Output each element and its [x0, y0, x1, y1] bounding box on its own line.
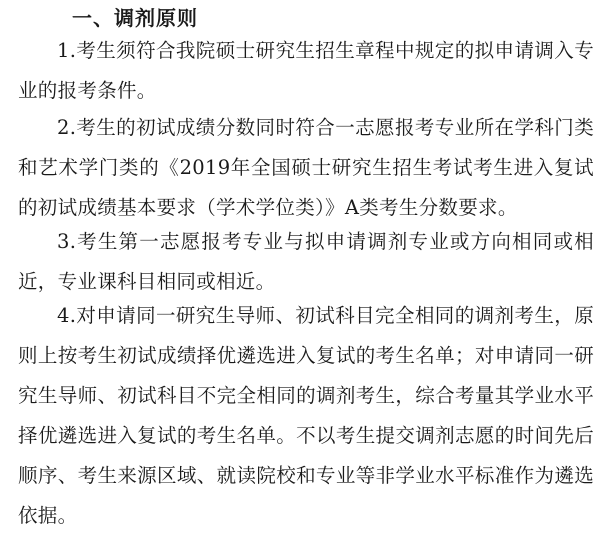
rule-paragraph-4: 4.对申请同一研究生导师、初试科目完全相同的调剂考生，原则上按考生初试成绩择优遴选进入复试的考生名单；对申请同一研究生导师、初试科目不完全相同的调剂考生，综合考量其学业水平择优遴选进入复试的考生名单。不以考生提交调剂志愿的时间先后顺序、考生来源区域、就读院校和专业等非学业水平标准作为遴选依据。 [18, 304, 594, 527]
rule-paragraph-2: 2.考生的初试成绩分数同时符合一志愿报考专业所在学科门类和艺术学门类的《2019年全国硕士研究生招生考试考生进入复试的初试成绩基本要求（学术学位类）》A类考生分数要求。 [18, 116, 594, 219]
rule-paragraph-1: 1.考生须符合我院硕士研究生招生章程中规定的拟申请调入专业的报考条件。 [18, 39, 594, 102]
rule-paragraph-3: 3.考生第一志愿报考专业与拟申请调剂专业或方向相同或相近，专业课科目相同或相近。 [18, 230, 594, 293]
section-heading: 一、调剂原则 [72, 6, 198, 30]
